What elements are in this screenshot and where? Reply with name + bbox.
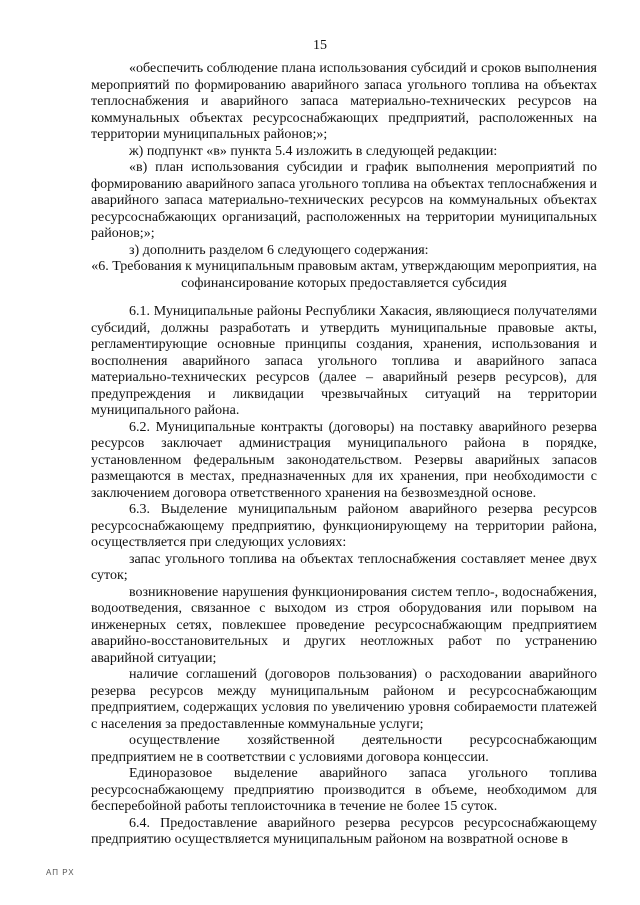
document-body (91, 61, 597, 849)
paragraph-6-1: 6.1. Муниципальные районы Республики Хакасия, являющиеся получателями субсидий, должны разработать и утвердить муниципальные правовые акты, регламентирующие основные принципы создания, хранения, использования и восполнения аварийного запаса угольного топлива и аварийного запаса материально-технических ресурсов (далее – аварийный резерв ресурсов), для предупреждения и ликвидации чрезвычайных ситуаций на территории муниципального района. (91, 304, 597, 418)
section-6-heading: «6. Требования к муниципальным правовым актам, утверждающим мероприятия, на софинансирование которых предоставляется субсидия (91, 259, 597, 291)
paragraph-amendment-z: з) дополнить разделом 6 следующего содержания: (129, 242, 429, 258)
condition-failure: возникновение нарушения функционирования систем тепло-, водоснабжения, водоотведения, связанное с выходом из строя оборудования или порывом на инженерных сетях, повлекшее проведение ресурсоснабжающим предприятием аварийно-восстановительных и других неотложных работ по устранению аварийной ситуации; (91, 584, 597, 666)
footer-mark: АП РХ (46, 868, 75, 877)
paragraph-6-4: 6.4. Предоставление аварийного резерва ресурсов ресурсоснабжающему предприятию осуществляется муниципальным районом на возвратной основе в (91, 815, 597, 847)
paragraph-subitem-v: «в) план использования субсидии и график выполнения мероприятий по формированию аварийного запаса угольного топлива на объектах теплоснабжения и аварийного запаса материально-технических ресурсов на коммунальных объектах ресурсоснабжающих организаций, расположенных на территории муниципальных районов;»; (91, 160, 597, 241)
paragraph-amendment-zh: ж) подпункт «в» пункта 5.4 изложить в следующей редакции: (129, 143, 498, 159)
paragraph-6-3: 6.3. Выделение муниципальным районом аварийного резерва ресурсов ресурсоснабжающему предприятию, функционирующему на территории района, осуществляется при следующих условиях: (91, 502, 597, 550)
paragraph-obligation: «обеспечить соблюдение плана использования субсидий и сроков выполнения мероприятий по формированию аварийного запаса угольного топлива на объектах теплоснабжения и аварийного запаса материально-технических ресурсов на коммунальных объектах ресурсоснабжающих предприятий, расположенных на территории муниципальных районов;»; (91, 61, 597, 142)
paragraph-6-2: 6.2. Муниципальные контракты (договоры) на поставку аварийного резерва ресурсов заключает администрация муниципального района в порядке, установленном федеральным законодательством. Резервы аварийных запасов размещаются в местах, предназначенных для их хранения, при необходимости с заключением договора ответственного хранения на безвозмездной основе. (91, 419, 597, 501)
page-number: 15 (313, 38, 327, 53)
condition-agreements: наличие соглашений (договоров пользования) о расходовании аварийного резерва ресурсов между муниципальным районом и ресурсоснабжающим предприятием, содержащих условия по увеличению уровня собираемости платежей с населения за предоставленные коммунальные услуги; (91, 667, 597, 732)
paragraph-one-time-allocation: Единоразовое выделение аварийного запаса угольного топлива ресурсоснабжающему предприятию производится в объеме, необходимом для бесперебойной работы теплоисточника в течение не более 15 суток. (91, 766, 597, 814)
paragraph-gap (91, 292, 597, 304)
condition-concession: осуществление хозяйственной деятельности ресурсоснабжающим предприятием не в соответствии с условиями договора концессии. (91, 733, 597, 765)
condition-fuel-stock: запас угольного топлива на объектах теплоснабжения составляет менее двух суток; (91, 551, 597, 583)
